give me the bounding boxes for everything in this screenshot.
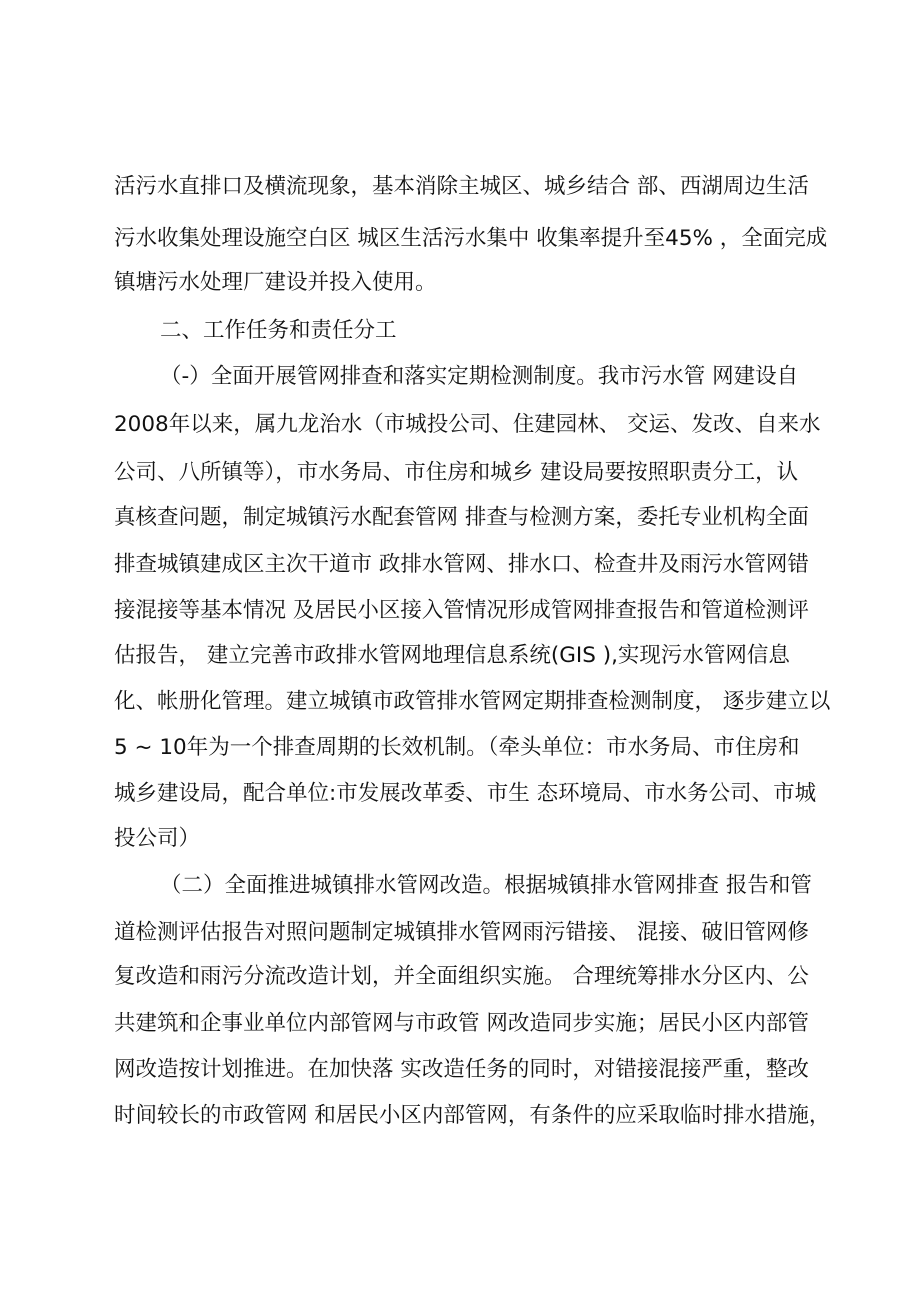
paragraph-line: 复改造和雨污分流改造计划，并全面组织实施。 合理统筹排水分区内、公 — [114, 964, 809, 989]
paragraph-line: 污水收集处理设施空白区 城区生活污水集中 收集率提升至45% ，全面完成 — [114, 226, 828, 251]
paragraph-line: 排查城镇建成区主次干道市 政排水管网、排水口、检查井及雨污水管网错 — [114, 552, 809, 577]
paragraph-line: 投公司） — [114, 826, 201, 851]
paragraph-line: 网改造按计划推进。在加快落 实改造任务的同时，对错接混接严重，整改 — [114, 1057, 809, 1082]
paragraph-line: 5 ~ 10年为一个排查周期的长效机制。（牵头单位：市水务局、市住房和 — [114, 735, 800, 760]
paragraph-line: 城乡建设局，配合单位:市发展改革委、市生 态环境局、市水务公司、市城 — [114, 781, 817, 806]
paragraph-line: 真核查问题，制定城镇污水配套管网 排查与检测方案，委托专业机构全面 — [114, 505, 809, 530]
paragraph-line: 化、帐册化管理。建立城镇市政管排水管网定期排查检测制度， 逐步建立以 — [114, 689, 831, 714]
paragraph-line: 道检测评估报告对照问题制定城镇排水管网雨污错接、 混接、破旧管网修 — [114, 920, 809, 945]
paragraph-line: 公司、八所镇等），市水务局、市住房和城乡 建设局要按照职责分工，认 — [114, 460, 799, 485]
paragraph-line: （二）全面推进城镇排水管网改造。根据城镇排水管网排查 报告和管 — [160, 873, 812, 898]
paragraph-line: 时间较长的市政管网 和居民小区内部管网，有条件的应采取临时排水措施， — [114, 1103, 831, 1128]
paragraph-line: 共建筑和企事业单位内部管网与市政管 网改造同步实施；居民小区内部管 — [114, 1011, 809, 1036]
paragraph-line: 估报告， 建立完善市政排水管网地理信息系统(GIS ),实现污水管网信息 — [114, 643, 790, 668]
paragraph-line: 2008年以来，属九龙治水（市城投公司、住建园林、 交运、发改、自来水 — [114, 412, 821, 437]
paragraph-line: 活污水直排口及横流现象，基本消除主城区、城乡结合 部、西湖周边生活 — [114, 174, 809, 199]
paragraph-line: 镇塘污水处理厂建设并投入使用。 — [114, 270, 437, 295]
paragraph-line: 接混接等基本情况 及居民小区接入管情况形成管网排查报告和管道检测评 — [114, 598, 809, 623]
section-heading: 二、工作任务和责任分工 — [160, 318, 397, 343]
paragraph-line: （-）全面开展管网排查和落实定期检测制度。我市污水管 网建设自 — [160, 364, 799, 389]
